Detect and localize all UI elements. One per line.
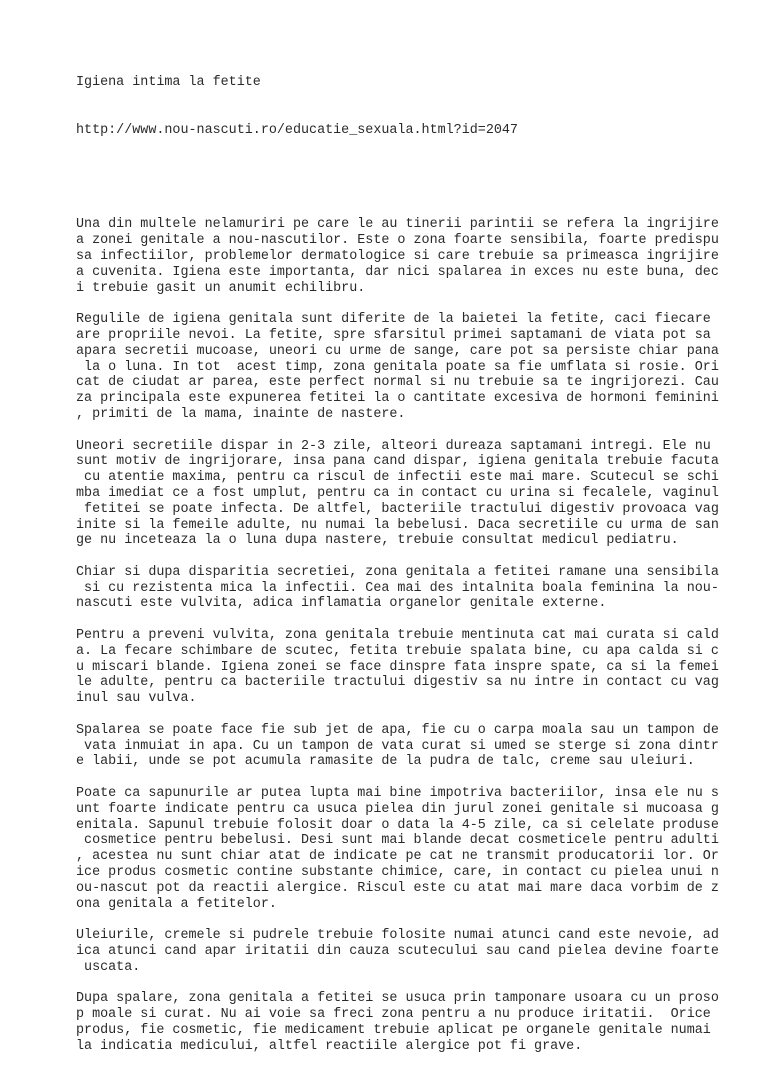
paragraph: [76, 217, 719, 296]
paragraph: [76, 786, 719, 912]
paragraph-line: a cuvenita. Igiena este importanta, dar nici spalarea in exces nu este buna, dec: [76, 264, 719, 280]
paragraph-line: cosmetice pentru bebelusi. Desi sunt mai blande decat cosmeticele pentru adulti: [76, 833, 719, 849]
paragraph-line: Chiar si dupa disparitia secretiei, zona genitala a fetitei ramane una sensibila: [76, 564, 719, 580]
paragraph-line: uscata.: [76, 959, 141, 975]
paragraph-line: Spalarea se poate face fie sub jet de apa, fie cu o carpa moala sau un tampon de: [76, 722, 719, 738]
document-source-url: http://www.nou-nascuti.ro/educatie_sexuala.html?id=2047: [76, 122, 518, 138]
paragraph-line: , primiti de la mama, inainte de nastere.: [76, 406, 406, 422]
paragraph-line: le adulte, pentru ca bacteriile tractului digestiv sa nu intre in contact cu vag: [76, 675, 719, 691]
paragraph-line: , acestea nu sunt chiar atat de indicate pe cat ne transmit producatorii lor. Or: [76, 849, 719, 865]
paragraph-line: p moale si curat. Nu ai voie sa freci zona pentru a nu produce iritatii. Orice: [76, 1007, 711, 1023]
paragraph: [76, 438, 719, 550]
paragraph-line: inul sau vulva.: [76, 691, 197, 707]
paragraph-line: Uleiurile, cremele si pudrele trebuie folosite numai atunci cand este nevoie, ad: [76, 928, 719, 944]
paragraph-line: u miscari blande. Igiena zonei se face dinspre fata inspre spate, ca si la femei: [76, 659, 719, 675]
paragraph-line: ica atunci cand apar iritatii din cauza scutecului sau cand pielea devine foarte: [76, 944, 719, 960]
paragraph-line: sunt motiv de ingrijorare, insa pana cand dispar, igiena genitala trebuie facuta: [76, 454, 719, 470]
paragraph: [76, 928, 719, 975]
paragraph-line: fetitei se poate infecta. De altfel, bacteriile tractului digestiv provoaca vag: [76, 501, 719, 517]
paragraph-line: Regulile de igiena genitala sunt diferite de la baietei la fetite, caci fiecare: [76, 312, 711, 328]
paragraph-line: enitala. Sapunul trebuie folosit doar o data la 4-5 zile, ca si celelate produse: [76, 817, 719, 833]
document-header: [76, 44, 676, 170]
paragraph-line: Una din multele nelamuriri pe care le au tinerii parintii se refera la ingrijire: [76, 217, 719, 233]
paragraph-line: la indicatia medicului, altfel reactiile alergice pot fi grave.: [76, 1038, 583, 1054]
paragraph-line: apara secretii mucoase, uneori cu urme de sange, care pot sa persiste chiar pana: [76, 343, 719, 359]
paragraph: [76, 312, 719, 423]
document-body: [76, 217, 719, 1054]
paragraph-line: Poate ca sapunurile ar putea lupta mai bine impotriva bacteriilor, insa ele nu s: [76, 786, 719, 802]
document-page: [76, 12, 719, 1086]
paragraph-line: Dupa spalare, zona genitala a fetitei se usuca prin tamponare usoara cu un proso: [76, 991, 719, 1007]
paragraph: [76, 628, 719, 707]
paragraph-line: Pentru a preveni vulvita, zona genitala trebuie mentinuta cat mai curata si cald: [76, 628, 719, 644]
paragraph-line: za principala este expunerea fetitei la o cantitate excesiva de hormoni feminini: [76, 391, 719, 407]
paragraph-line: mba imediat ce a fost umplut, pentru ca in contact cu urina si fecalele, vaginul: [76, 485, 719, 501]
paragraph-line: inite si la femeile adulte, nu numai la bebelusi. Daca secretiile cu urma de san: [76, 517, 719, 533]
paragraph: [76, 722, 719, 770]
document-title: Igiena intima la fetite: [76, 75, 261, 91]
paragraph-line: vata inmuiat in apa. Cu un tampon de vata curat si umed se sterge si zona dintr: [76, 738, 719, 754]
paragraph: [76, 564, 719, 612]
paragraph-line: la o luna. In tot acest timp, zona genitala poate sa fie umflata si rosie. Ori: [76, 359, 719, 375]
paragraph-line: a. La fecare schimbare de scutec, fetita trebuie spalata bine, cu apa calda si c: [76, 643, 719, 659]
paragraph-line: e labii, unde se pot acumula ramasite de la pudra de talc, creme sau uleiuri.: [76, 754, 695, 770]
paragraph-line: sa infectiilor, problemelor dermatologice si care trebuie sa primeasca ingrijire: [76, 248, 719, 264]
paragraph-line: ona genitala a fetitelor.: [76, 896, 277, 912]
paragraph: [76, 991, 719, 1054]
paragraph-line: cat de ciudat ar parea, este perfect normal si nu trebuie sa te ingrijorezi. Cau: [76, 375, 719, 391]
paragraph-line: unt foarte indicate pentru ca usuca pielea din jurul zonei genitale si mucoasa g: [76, 801, 719, 817]
paragraph-line: ice produs cosmetic contine substante chimice, care, in contact cu pielea unui n: [76, 865, 719, 881]
paragraph-line: cu atentie maxima, pentru ca riscul de infectii este mai mare. Scutecul se schi: [76, 470, 719, 486]
paragraph-line: ou-nascut pot da reactii alergice. Riscul este cu atat mai mare daca vorbim de z: [76, 880, 719, 896]
paragraph-line: i trebuie gasit un anumit echilibru.: [76, 280, 366, 296]
paragraph-line: are propriile nevoi. La fetite, spre sfarsitul primei saptamani de viata pot sa: [76, 327, 711, 343]
paragraph-line: nascuti este vulvita, adica inflamatia organelor genitale externe.: [76, 596, 607, 612]
paragraph-line: produs, fie cosmetic, fie medicament trebuie aplicat pe organele genitale numai: [76, 1023, 711, 1038]
paragraph-line: a zonei genitale a nou-nascutilor. Este o zona foarte sensibila, foarte predispu: [76, 233, 719, 249]
paragraph-line: ge nu inceteaza la o luna dupa nastere, trebuie consultat medicul pediatru.: [76, 533, 679, 549]
paragraph-line: si cu rezistenta mica la infectii. Cea mai des intalnita boala feminina la nou-: [76, 580, 719, 596]
paragraph-line: Uneori secretiile dispar in 2-3 zile, alteori dureaza saptamani intregi. Ele nu: [76, 438, 711, 454]
